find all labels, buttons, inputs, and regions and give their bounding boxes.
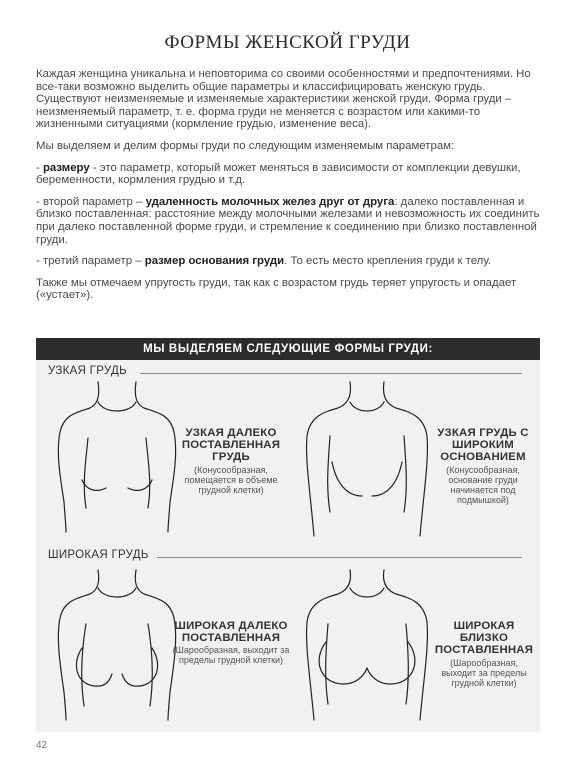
- caption-wide-close-set-desc: (Шарообразная, выходит за пределы грудной клетки): [441, 657, 527, 688]
- intro-paragraph-elasticity: Также мы отмечаем упругость груди, так как с возрастом грудь теряет упругость и опадает («устает»).: [36, 276, 517, 302]
- param-base: - третий параметр – размер основания груди. То есть место крепления груди к телу.: [36, 255, 492, 268]
- figure-narrow-wide-base: [302, 380, 432, 540]
- shapes-banner: МЫ ВЫДЕЛЯЕМ СЛЕДУЮЩИЕ ФОРМЫ ГРУДИ:: [36, 338, 540, 360]
- section-label-narrow: УЗКАЯ ГРУДЬ: [48, 365, 135, 377]
- caption-narrow-wide-base-desc: (Конусообразная, основание груди начинается под подмышкой): [446, 464, 520, 505]
- intro-paragraph-2: Мы выделяем и делим формы груди по следующим изменяемым параметрам:: [36, 139, 455, 152]
- caption-narrow-wide-base: [432, 427, 534, 505]
- caption-narrow-wide-base-heading: УЗКАЯ ГРУДЬ С ШИРОКИМ ОСНОВАНИЕМ: [437, 427, 529, 464]
- caption-wide-far-set-heading: ШИРОКАЯ ДАЛЕКО ПОСТАВЛЕННАЯ: [174, 620, 288, 645]
- caption-wide-far-set: [170, 620, 292, 665]
- caption-wide-far-set-desc: (Шарообразная, выходит за пределы грудной клетки): [172, 645, 290, 666]
- intro-paragraph-1: Каждая женщина уникальна и неповторима со своими особенностями и предпочтениями. Но все-таки возможно выделить общие параметры и классифицировать женскую грудь. Существуют неизменяемые и изменяемые характеристики женской груди. Форма груди – неизменяемый параметр, т. е. форма груди не меняется с возрастом или какими-то жизненными ситуациями (кормление грудью, изменение веса).: [36, 68, 531, 131]
- caption-wide-close-set: [432, 620, 536, 688]
- section-label-wide: ШИРОКАЯ ГРУДЬ: [48, 549, 157, 561]
- caption-narrow-far-set-desc: (Конусообразная, помещается в объеме грудной клетки): [184, 464, 278, 495]
- caption-wide-close-set-heading: ШИРОКАЯ БЛИЗКО ПОСТАВЛЕННАЯ: [434, 620, 534, 657]
- section-divider-narrow: [140, 373, 522, 374]
- figure-narrow-far-set: [52, 380, 182, 535]
- figure-wide-close-set: [302, 568, 432, 723]
- section-divider-wide: [140, 557, 522, 558]
- page-number: 42: [36, 740, 48, 751]
- param-size: - размеру - это параметр, который может меняться в зависимости от комплекции девушки, беременности, кормления грудью и т.д.: [36, 161, 521, 187]
- figure-wide-far-set: [52, 568, 182, 723]
- caption-narrow-far-set: [172, 427, 290, 495]
- param-distance-term: удаленность молочных желез друг от друга: [145, 195, 395, 208]
- param-distance: - второй параметр – удаленность молочных желез друг от друга: далеко поставленная и близко поставленная: расстояние между молочными железами и невозможность их соединить при далеко поставленной форме груди, и стремление к соединению при близко поставленной груди.: [36, 195, 540, 246]
- intro-text: [36, 68, 544, 311]
- param-base-term: размер основания груди: [144, 255, 285, 268]
- caption-narrow-far-set-heading: УЗКАЯ ДАЛЕКО ПОСТАВЛЕННАЯ ГРУДЬ: [181, 427, 281, 464]
- page-title: ФОРМЫ ЖЕНСКОЙ ГРУДИ: [164, 32, 411, 53]
- param-size-term: размеру: [42, 161, 90, 174]
